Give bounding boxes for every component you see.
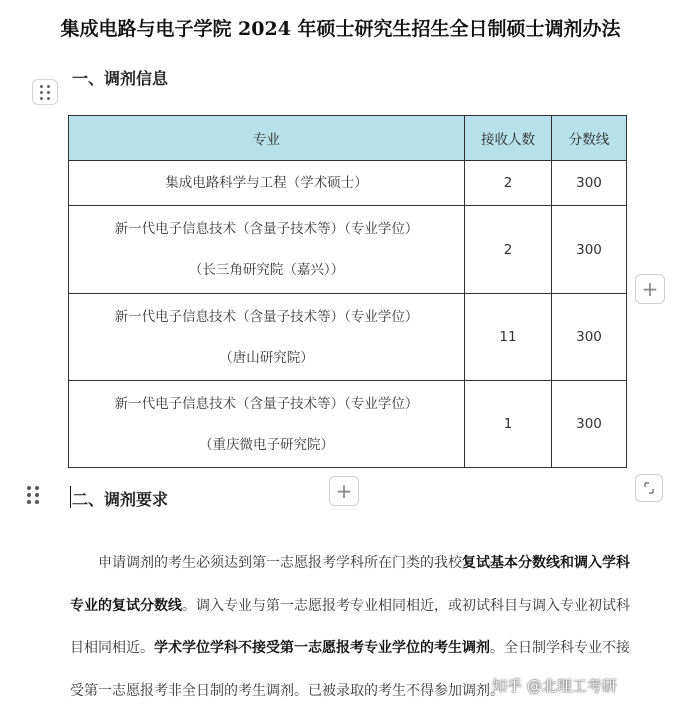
table-row [69, 206, 627, 294]
paragraph-bold-text: 复试基本分数线和调入学科专业的复试分数线 [70, 555, 630, 614]
count-cell: 2 [465, 161, 552, 206]
major-campus: （长三角研究院（嘉兴）） [188, 262, 345, 278]
paragraph-text: 。全日制学科专业不接受第一志愿报考非全日制的考生调剂。已被录取的考生不得参加调剂。 [70, 640, 630, 699]
table-header-row [69, 116, 627, 161]
column-header-count: 接收人数 [465, 116, 552, 161]
score-cell: 300 [552, 161, 627, 206]
major-campus: （唐山研究院） [219, 349, 314, 366]
score-cell: 300 [552, 206, 627, 294]
major-campus: （重庆微电子研究院） [199, 436, 334, 453]
count-cell: 2 [465, 206, 552, 294]
plus-icon: + [335, 479, 353, 503]
major-name: 新一代电子信息技术（含量子技术等）（专业学位） [114, 221, 419, 237]
add-column-button[interactable] [635, 274, 665, 304]
table-row [69, 381, 627, 468]
column-header-score: 分数线 [552, 116, 627, 161]
resize-icon [636, 475, 662, 501]
add-row-button[interactable] [329, 476, 359, 506]
adjustment-table [68, 115, 627, 468]
page-title: 集成电路与电子学院 2024 年硕士研究生招生全日制硕士调剂办法 [60, 18, 621, 40]
count-cell: 11 [465, 294, 552, 381]
text-cursor [70, 486, 71, 508]
section-heading-adjustment-info: 一、调剂信息 [72, 69, 169, 88]
major-name: 集成电路科学与工程（学术硕士） [165, 175, 368, 191]
resize-button[interactable] [635, 474, 663, 502]
table-row [69, 161, 627, 206]
count-cell: 1 [465, 381, 552, 468]
score-cell: 300 [552, 294, 627, 381]
paragraph-text: 申请调剂的考生必须达到第一志愿报考学科所在门类的我校 [98, 555, 462, 571]
major-name: 新一代电子信息技术（含量子技术等）（专业学位） [114, 308, 419, 325]
plus-icon: + [641, 277, 659, 301]
major-cell [69, 381, 465, 468]
drag-handle-icon[interactable] [32, 79, 58, 105]
watermark: 知乎 @北理工考研 [492, 677, 617, 695]
section-heading-adjustment-requirements: 二、调剂要求 [72, 490, 169, 509]
major-cell [69, 294, 465, 381]
paragraph-text: 。调入专业与第一志愿报考专业相同相近，或初试科目与调入专业初试科目相同相近。 [70, 597, 630, 656]
major-cell [69, 206, 465, 294]
table-row [69, 294, 627, 381]
column-header-major: 专业 [69, 116, 465, 161]
grip-icon[interactable] [27, 486, 40, 504]
score-cell: 300 [552, 381, 627, 468]
major-name: 新一代电子信息技术（含量子技术等）（专业学位） [114, 395, 419, 412]
paragraph-bold-text: 学术学位学科不接受第一志愿报考专业学位的考生调剂 [154, 640, 490, 656]
major-cell [69, 161, 465, 206]
